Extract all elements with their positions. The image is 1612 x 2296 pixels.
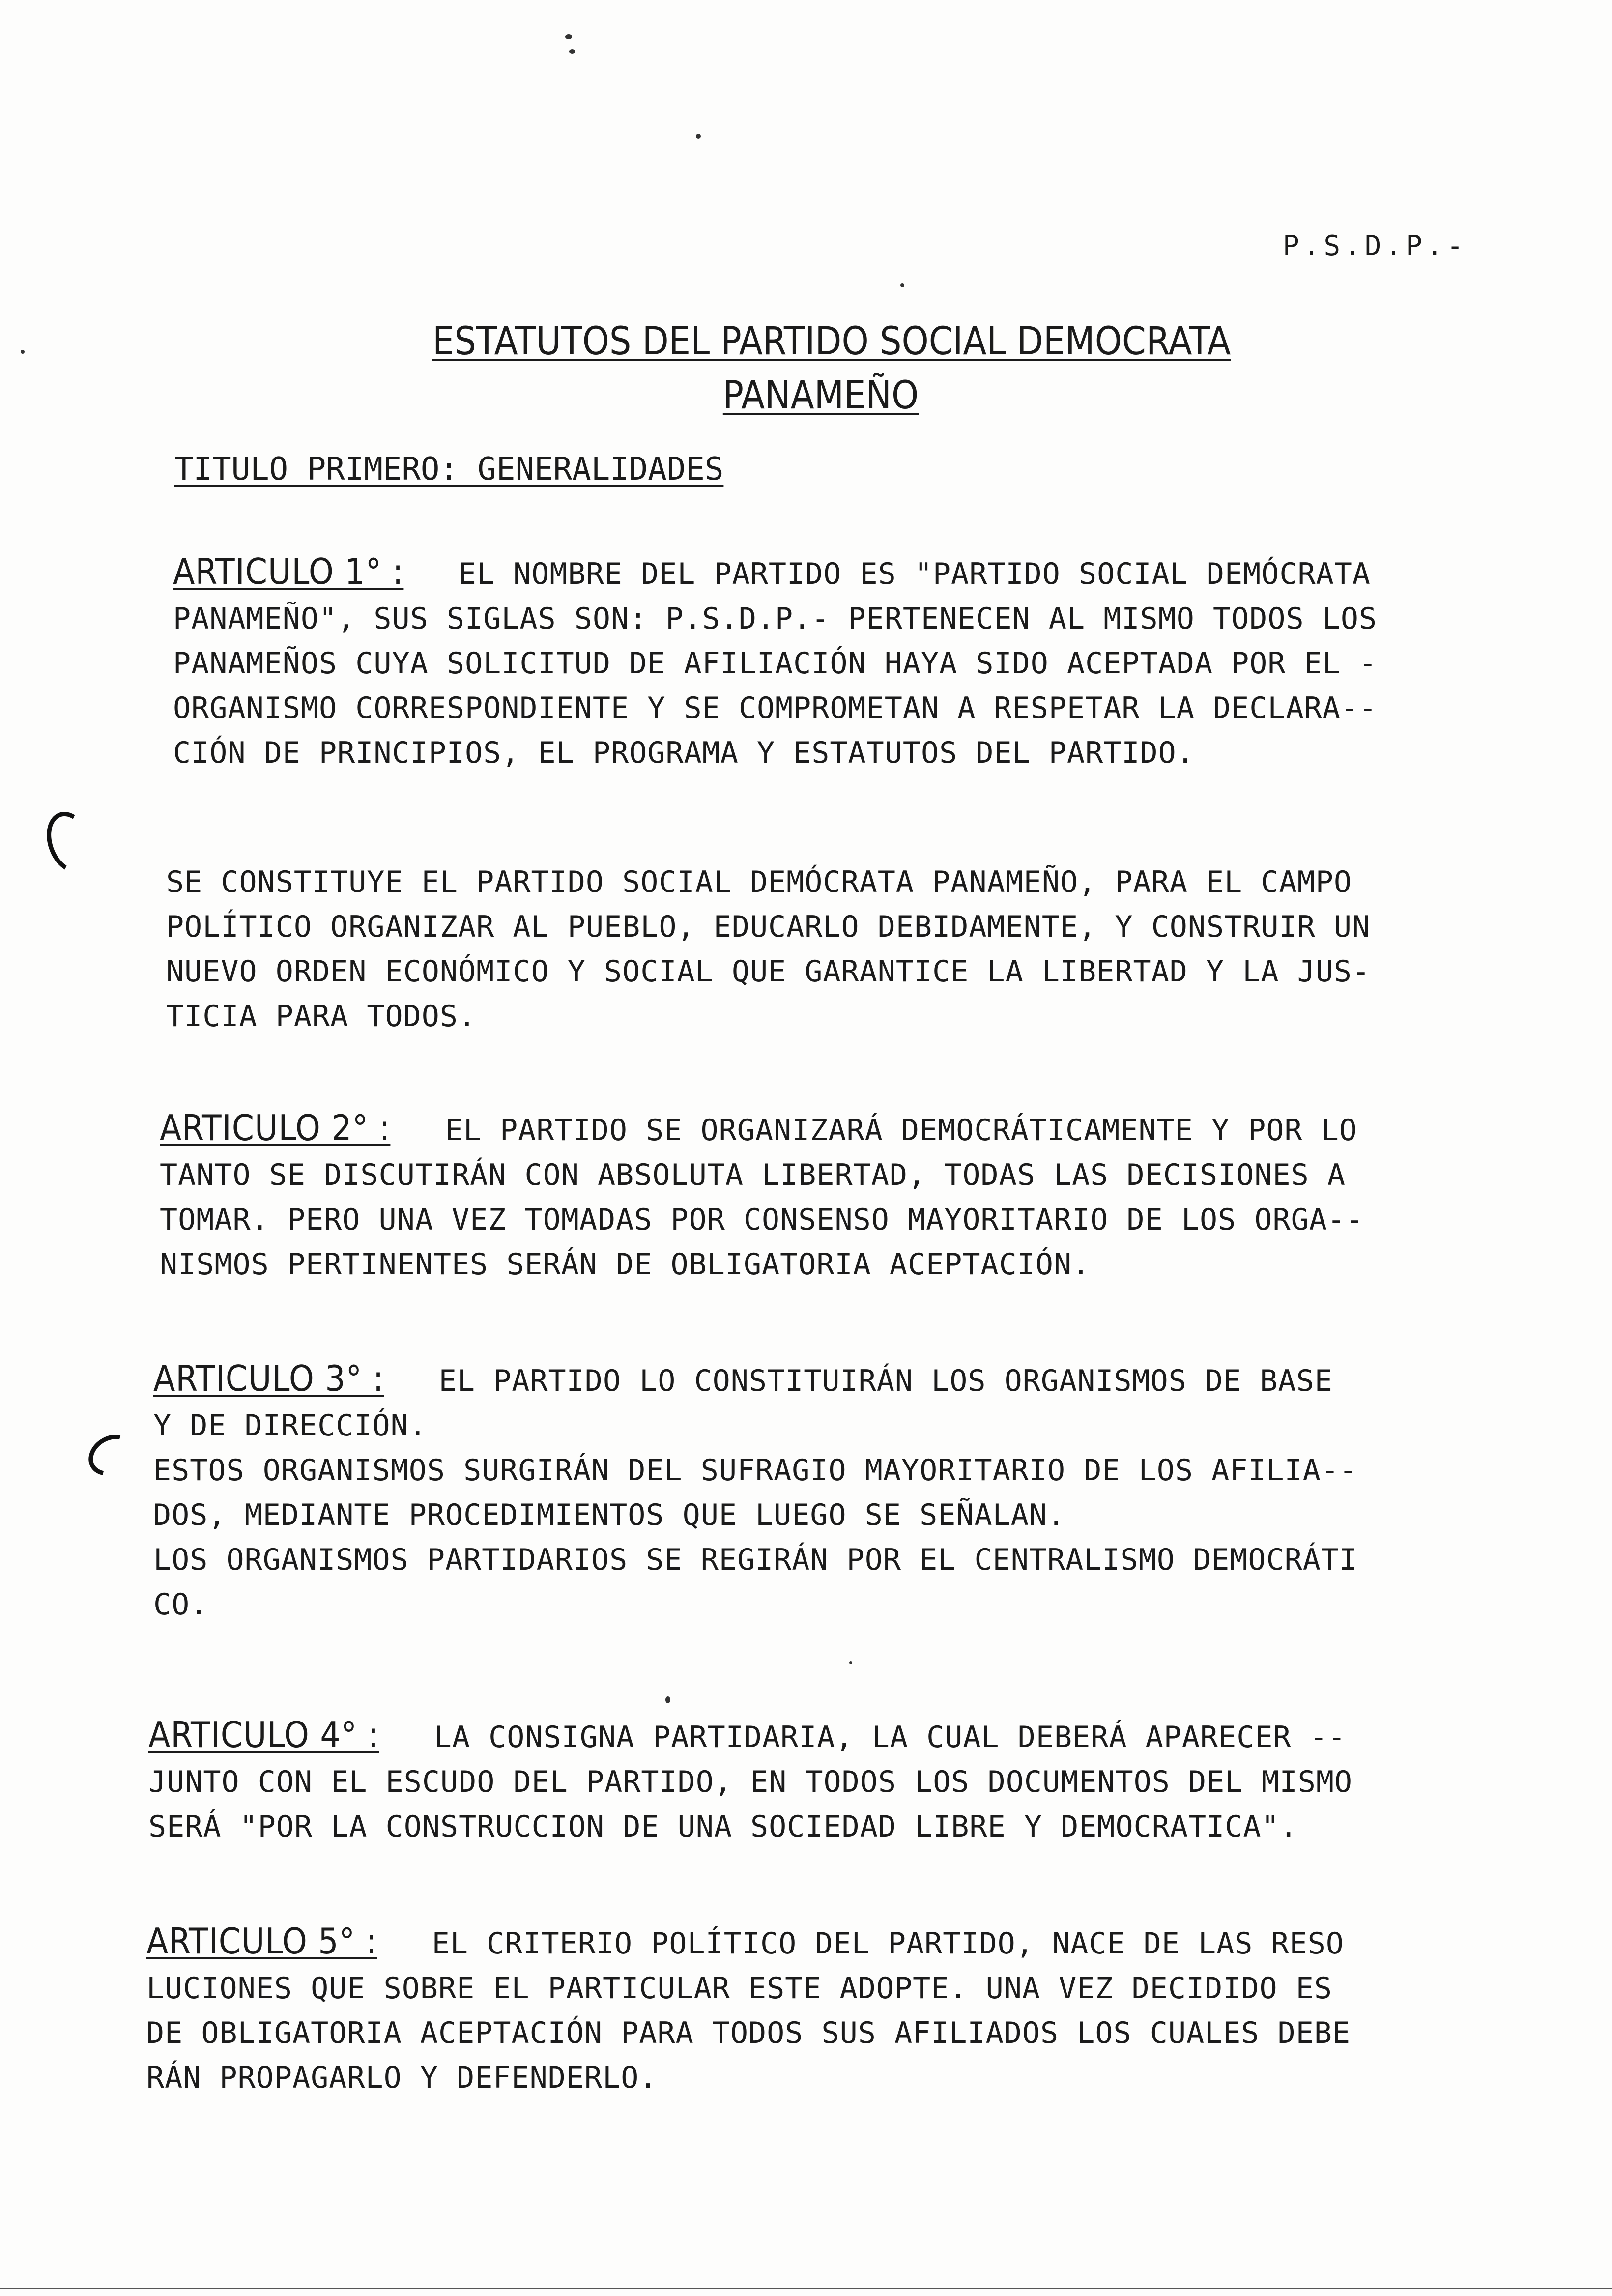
article-1-p2-line-3: NUEVO ORDEN ECONÓMICO Y SOCIAL QUE GARANTICE LA LIBERTAD Y LA JUS-: [166, 954, 1371, 989]
article-4-line-2: JUNTO CON EL ESCUDO DEL PARTIDO, EN TODOS LOS DOCUMENTOS DEL MISMO: [148, 1765, 1353, 1799]
article-4-line-3: SERÁ "POR LA CONSTRUCCION DE UNA SOCIEDAD LIBRE Y DEMOCRATICA".: [148, 1809, 1298, 1844]
article-2-label: ARTICULO 2° :: [160, 1107, 391, 1148]
punch-hole-mark: [81, 1427, 142, 1484]
article-3-line-1: EL PARTIDO LO CONSTITUIRÁN LOS ORGANISMOS DE BASE: [438, 1364, 1333, 1398]
scan-speck: [565, 34, 572, 39]
article-1-paragraph-2: [166, 860, 1498, 1039]
article-5-line-4: RÁN PROPAGARLO Y DEFENDERLO.: [146, 2061, 658, 2095]
document-code: P.S.D.P.-: [1283, 230, 1468, 262]
article-1-line-5: CIÓN DE PRINCIPIOS, EL PROGRAMA Y ESTATUTOS DEL PARTIDO.: [173, 736, 1195, 770]
article-1-label: ARTICULO 1° :: [173, 551, 404, 592]
article-1-line-3: PANAMEÑOS CUYA SOLICITUD DE AFILIACIÓN HAYA SIDO ACEPTADA POR EL -: [173, 646, 1378, 681]
article-1-line-4: ORGANISMO CORRESPONDIENTE Y SE COMPROMETAN A RESPETAR LA DECLARA--: [173, 691, 1378, 725]
scan-speck: [900, 283, 904, 287]
scan-speck: [696, 134, 701, 139]
article-2-line-3: TOMAR. PERO UNA VEZ TOMADAS POR CONSENSO MAYORITARIO DE LOS ORGA--: [160, 1203, 1364, 1237]
article-5: [146, 1919, 1478, 2100]
article-1-p2-line-4: TICIA PARA TODOS.: [166, 999, 477, 1033]
scan-speck: [665, 1696, 670, 1703]
document-title-line-2: PANAMEÑO: [722, 373, 919, 418]
article-3-line-3: ESTOS ORGANISMOS SURGIRÁN DEL SUFRAGIO MAYORITARIO DE LOS AFILIA--: [153, 1453, 1358, 1488]
article-3-line-4: DOS, MEDIANTE PROCEDIMIENTOS QUE LUEGO SE SEÑALAN.: [153, 1498, 1066, 1532]
article-3-label: ARTICULO 3° :: [153, 1358, 384, 1399]
article-3: [153, 1356, 1485, 1627]
article-1-line-2: PANAMEÑO", SUS SIGLAS SON: P.S.D.P.- PERTENECEN AL MISMO TODOS LOS: [173, 602, 1378, 636]
article-3-line-6: CO.: [153, 1587, 208, 1622]
article-5-line-3: DE OBLIGATORIA ACEPTACIÓN PARA TODOS SUS AFILIADOS LOS CUALES DEBE: [146, 2016, 1351, 2050]
article-4: [148, 1713, 1480, 1849]
scan-speck: [21, 350, 25, 354]
article-3-line-2: Y DE DIRECCIÓN.: [153, 1408, 427, 1443]
article-1-p2-line-2: POLÍTICO ORGANIZAR AL PUEBLO, EDUCARLO DEBIDAMENTE, Y CONSTRUIR UN: [166, 910, 1371, 944]
article-4-label: ARTICULO 4° :: [148, 1714, 379, 1755]
article-3-line-5: LOS ORGANISMOS PARTIDARIOS SE REGIRÁN POR EL CENTRALISMO DEMOCRÁTI: [153, 1543, 1358, 1577]
article-4-line-1: LA CONSIGNA PARTIDARIA, LA CUAL DEBERÁ APARECER --: [433, 1720, 1346, 1754]
document-title-line-1: ESTATUTOS DEL PARTIDO SOCIAL DEMOCRATA: [432, 319, 1231, 364]
article-2: [160, 1106, 1492, 1287]
article-1: [173, 549, 1505, 775]
punch-hole-mark: [39, 805, 101, 879]
article-2-line-1: EL PARTIDO SE ORGANIZARÁ DEMOCRÁTICAMENTE Y POR LO: [445, 1113, 1357, 1148]
article-5-line-2: LUCIONES QUE SOBRE EL PARTICULAR ESTE ADOPTE. UNA VEZ DECIDIDO ES: [146, 1971, 1332, 2006]
article-5-label: ARTICULO 5° :: [146, 1921, 377, 1962]
document-title: [432, 315, 1231, 423]
article-1-line-1: EL NOMBRE DEL PARTIDO ES "PARTIDO SOCIAL DEMÓCRATA: [458, 557, 1371, 591]
article-2-line-4: NISMOS PERTINENTES SERÁN DE OBLIGATORIA ACEPTACIÓN.: [160, 1247, 1091, 1282]
scan-bottom-edge: [0, 2288, 1612, 2289]
section-heading: TITULO PRIMERO: GENERALIDADES: [174, 451, 724, 488]
scan-speck: [569, 49, 575, 54]
article-5-line-1: EL CRITERIO POLÍTICO DEL PARTIDO, NACE DE LAS RESO: [432, 1926, 1344, 1961]
scan-speck: [849, 1661, 852, 1664]
article-2-line-2: TANTO SE DISCUTIRÁN CON ABSOLUTA LIBERTAD, TODAS LAS DECISIONES A: [160, 1158, 1346, 1192]
article-1-p2-line-1: SE CONSTITUYE EL PARTIDO SOCIAL DEMÓCRATA PANAMEÑO, PARA EL CAMPO: [166, 865, 1352, 899]
